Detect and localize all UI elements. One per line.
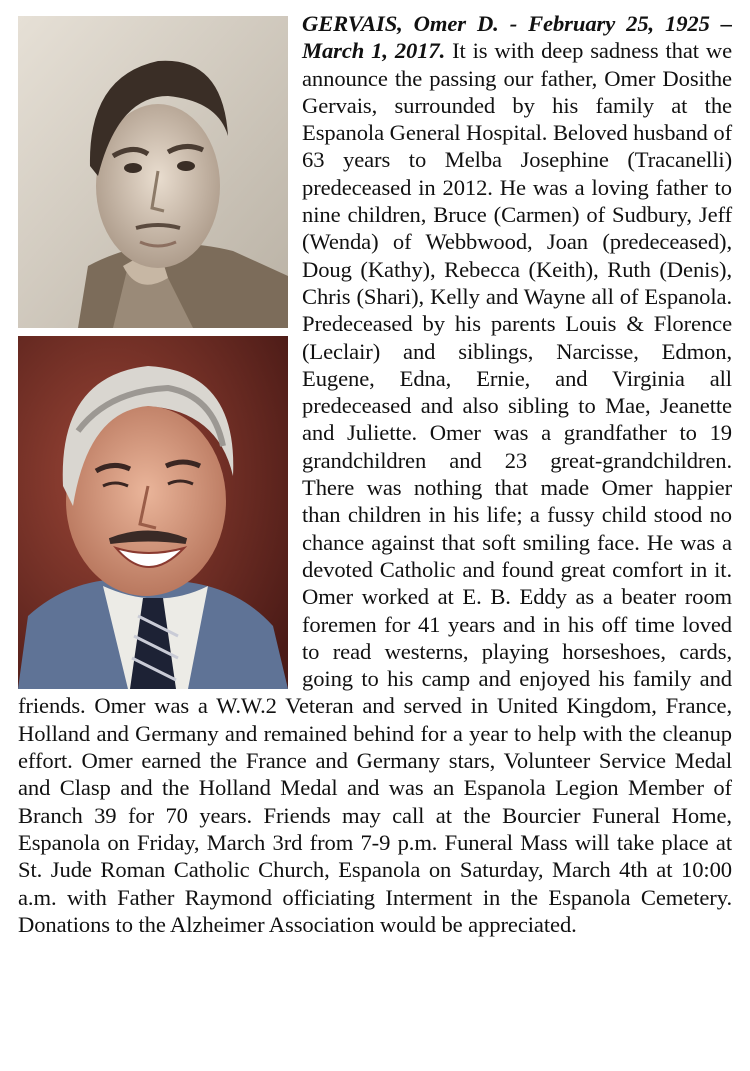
- obituary-body: It is with deep sadness that we announce the passing our father, Omer Dosithe Gervais, surrounded by his family at the Espanola General Hospital. Beloved husband of 63 years to Melba Josephine (Tracanelli) predeceased in 2012. He was a loving father to nine children, Bruce (Carmen) of Sudbury, Jeff (Wenda) of Webbwood, Joan (predeceased), Doug (Kathy), Rebecca (Keith), Ruth (Denis), Chris (Shari), Kelly and Wayne all of Espanola. Predeceased by his parents Louis & Florence (Leclair) and siblings, Narcisse, Edmon, Eugene, Edna, Ernie, and Virginia all predeceased and also sibling to Mae, Jeanette and Juliette. Omer was a grandfather to 19 grandchildren and 23 great-grandchildren. There was nothing that made Omer happier than children in his life; a fussy child stood no chance against that soft smiling face. He was a devoted Catholic and found great comfort in it. Omer worked at E. B. Eddy as a beater room foremen for 41 years and in his off time loved to read westerns, playing horseshoes, cards, going to his camp and enjoyed his family and friends. Omer was a W.W.2 Veteran and served in United Kingdom, France, Holland and Germany and remained behind for a year to help with the cleanup effort. Omer earned the France and Germany stars, Volunteer Service Medal and Clasp and the Holland Medal and was an Espanola Legion Member of Branch 39 for 70 years. Friends may call at the Bourcier Funeral Home, Espanola on Friday, March 3rd from 7-9 p.m. Funeral Mass will take place at St. Jude Roman Catholic Church, Espanola on Saturday, March 4th at 10:00 a.m. with Father Raymond officiating Interment in the Espanola Cemetery. Donations to the Alzheimer Association would be appreciated.: [18, 38, 733, 937]
- young-portrait-photo: [18, 16, 288, 328]
- obituary-notice: [18, 10, 732, 938]
- obituary-heading: GERVAIS, Omer D. - February 25, 1925 – March 1, 2017.: [302, 11, 732, 64]
- older-portrait-photo: [18, 336, 288, 689]
